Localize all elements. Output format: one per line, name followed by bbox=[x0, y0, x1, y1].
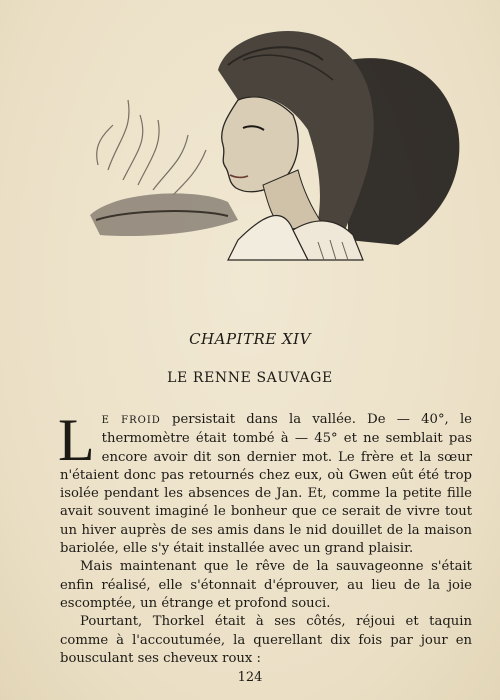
paragraph-2: Mais maintenant que le rêve de la sauvageonne s'était enfin réalisé, elle s'étonnait d'éprouver, au lieu de la joie escomptée, un étrange et profond souci. bbox=[60, 559, 472, 611]
chapter-number: CHAPITRE XIV bbox=[189, 330, 311, 348]
chapter-title: LE RENNE SAUVAGE bbox=[167, 370, 333, 386]
girl-portrait-illustration bbox=[78, 20, 468, 265]
page-number: 124 bbox=[237, 670, 263, 685]
drop-cap: L bbox=[58, 407, 95, 473]
paragraph-3: Pourtant, Thorkel était à ses côtés, réjoui et taquin comme à l'accoutumée, la querellant dix fois par jour en bousculant ses cheveux roux : bbox=[60, 614, 472, 666]
chapter-body bbox=[58, 407, 472, 668]
paragraph-1 bbox=[58, 407, 472, 558]
lead-words: E FROID bbox=[101, 415, 161, 426]
paragraph-1-text: persistait dans la vallée. De — 40°, le thermomètre était tombé à — 45° et ne semblait pas encore avoir dit son dernier mot. Le frère et la sœur n'étaient donc pas retournés chez eux, où Gwen eût été trop isolée pendant les absences de Jan. Et, comme la petite fille avait souvent imaginé le bonheur que ce serait de vivre tout un hiver auprès de ses amis dans le nid douillet de la maison bariolée, elle s'y était installée avec un grand plaisir. bbox=[60, 412, 472, 557]
